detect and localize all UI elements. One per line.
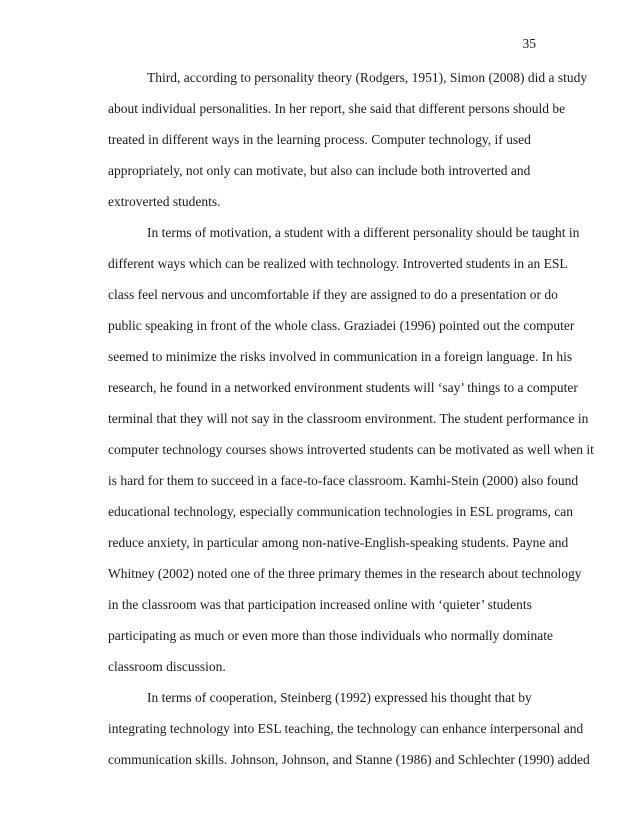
paragraph-2-line-2: different ways which can be realized with technology. Introverted students in an ESL bbox=[108, 256, 568, 271]
paragraph-1-line-3: treated in different ways in the learning process. Computer technology, if used bbox=[108, 132, 531, 147]
paragraph-2-line-3: class feel nervous and uncomfortable if they are assigned to do a presentation or do bbox=[108, 287, 558, 302]
paragraph-2-line-4: public speaking in front of the whole class. Graziadei (1996) pointed out the computer bbox=[108, 318, 575, 333]
paragraph-2-line-9: is hard for them to succeed in a face-to-face classroom. Kamhi-Stein (2000) also found bbox=[108, 473, 579, 488]
paragraph-2-line-13: in the classroom was that participation increased online with ‘quieter’ students bbox=[108, 597, 532, 612]
paragraph-2-line-14: participating as much or even more than those individuals who normally dominate bbox=[108, 628, 554, 643]
paragraph-1-line-5: extroverted students. bbox=[108, 194, 221, 209]
paragraph-1-line-4: appropriately, not only can motivate, but also can include both introverted and bbox=[108, 163, 531, 178]
paragraph-2-line-10: educational technology, especially communication technologies in ESL programs, can bbox=[108, 504, 573, 519]
paragraph-1-line-2: about individual personalities. In her report, she said that different persons should be bbox=[108, 101, 566, 116]
paragraph-3-line-1: In terms of cooperation, Steinberg (1992) expressed his thought that by bbox=[147, 690, 532, 705]
paragraph-2-line-15: classroom discussion. bbox=[108, 659, 226, 674]
paragraph-2-line-11: reduce anxiety, in particular among non-native-English-speaking students. Payne and bbox=[108, 535, 569, 550]
paragraph-2-line-8: computer technology courses shows introverted students can be motivated as well when it bbox=[108, 442, 594, 457]
paragraph-2-line-1: In terms of motivation, a student with a different personality should be taught in bbox=[147, 225, 580, 240]
paragraph-1-line-1: Third, according to personality theory (Rodgers, 1951), Simon (2008) did a study bbox=[147, 70, 588, 85]
paragraph-2-line-12: Whitney (2002) noted one of the three primary themes in the research about technology bbox=[108, 566, 582, 581]
paragraph-2-line-5: seemed to minimize the risks involved in communication in a foreign language. In his bbox=[108, 349, 573, 364]
paragraph-2-line-6: research, he found in a networked environment students will ‘say’ things to a computer bbox=[108, 380, 578, 395]
paragraph-2-line-7: terminal that they will not say in the classroom environment. The student performance in bbox=[108, 411, 589, 426]
paragraph-3-line-2: integrating technology into ESL teaching, the technology can enhance interpersonal and bbox=[108, 721, 584, 736]
paragraph-3-line-3: communication skills. Johnson, Johnson, and Stanne (1986) and Schlechter (1990) added bbox=[108, 752, 590, 767]
page-number: 35 bbox=[522, 36, 536, 51]
